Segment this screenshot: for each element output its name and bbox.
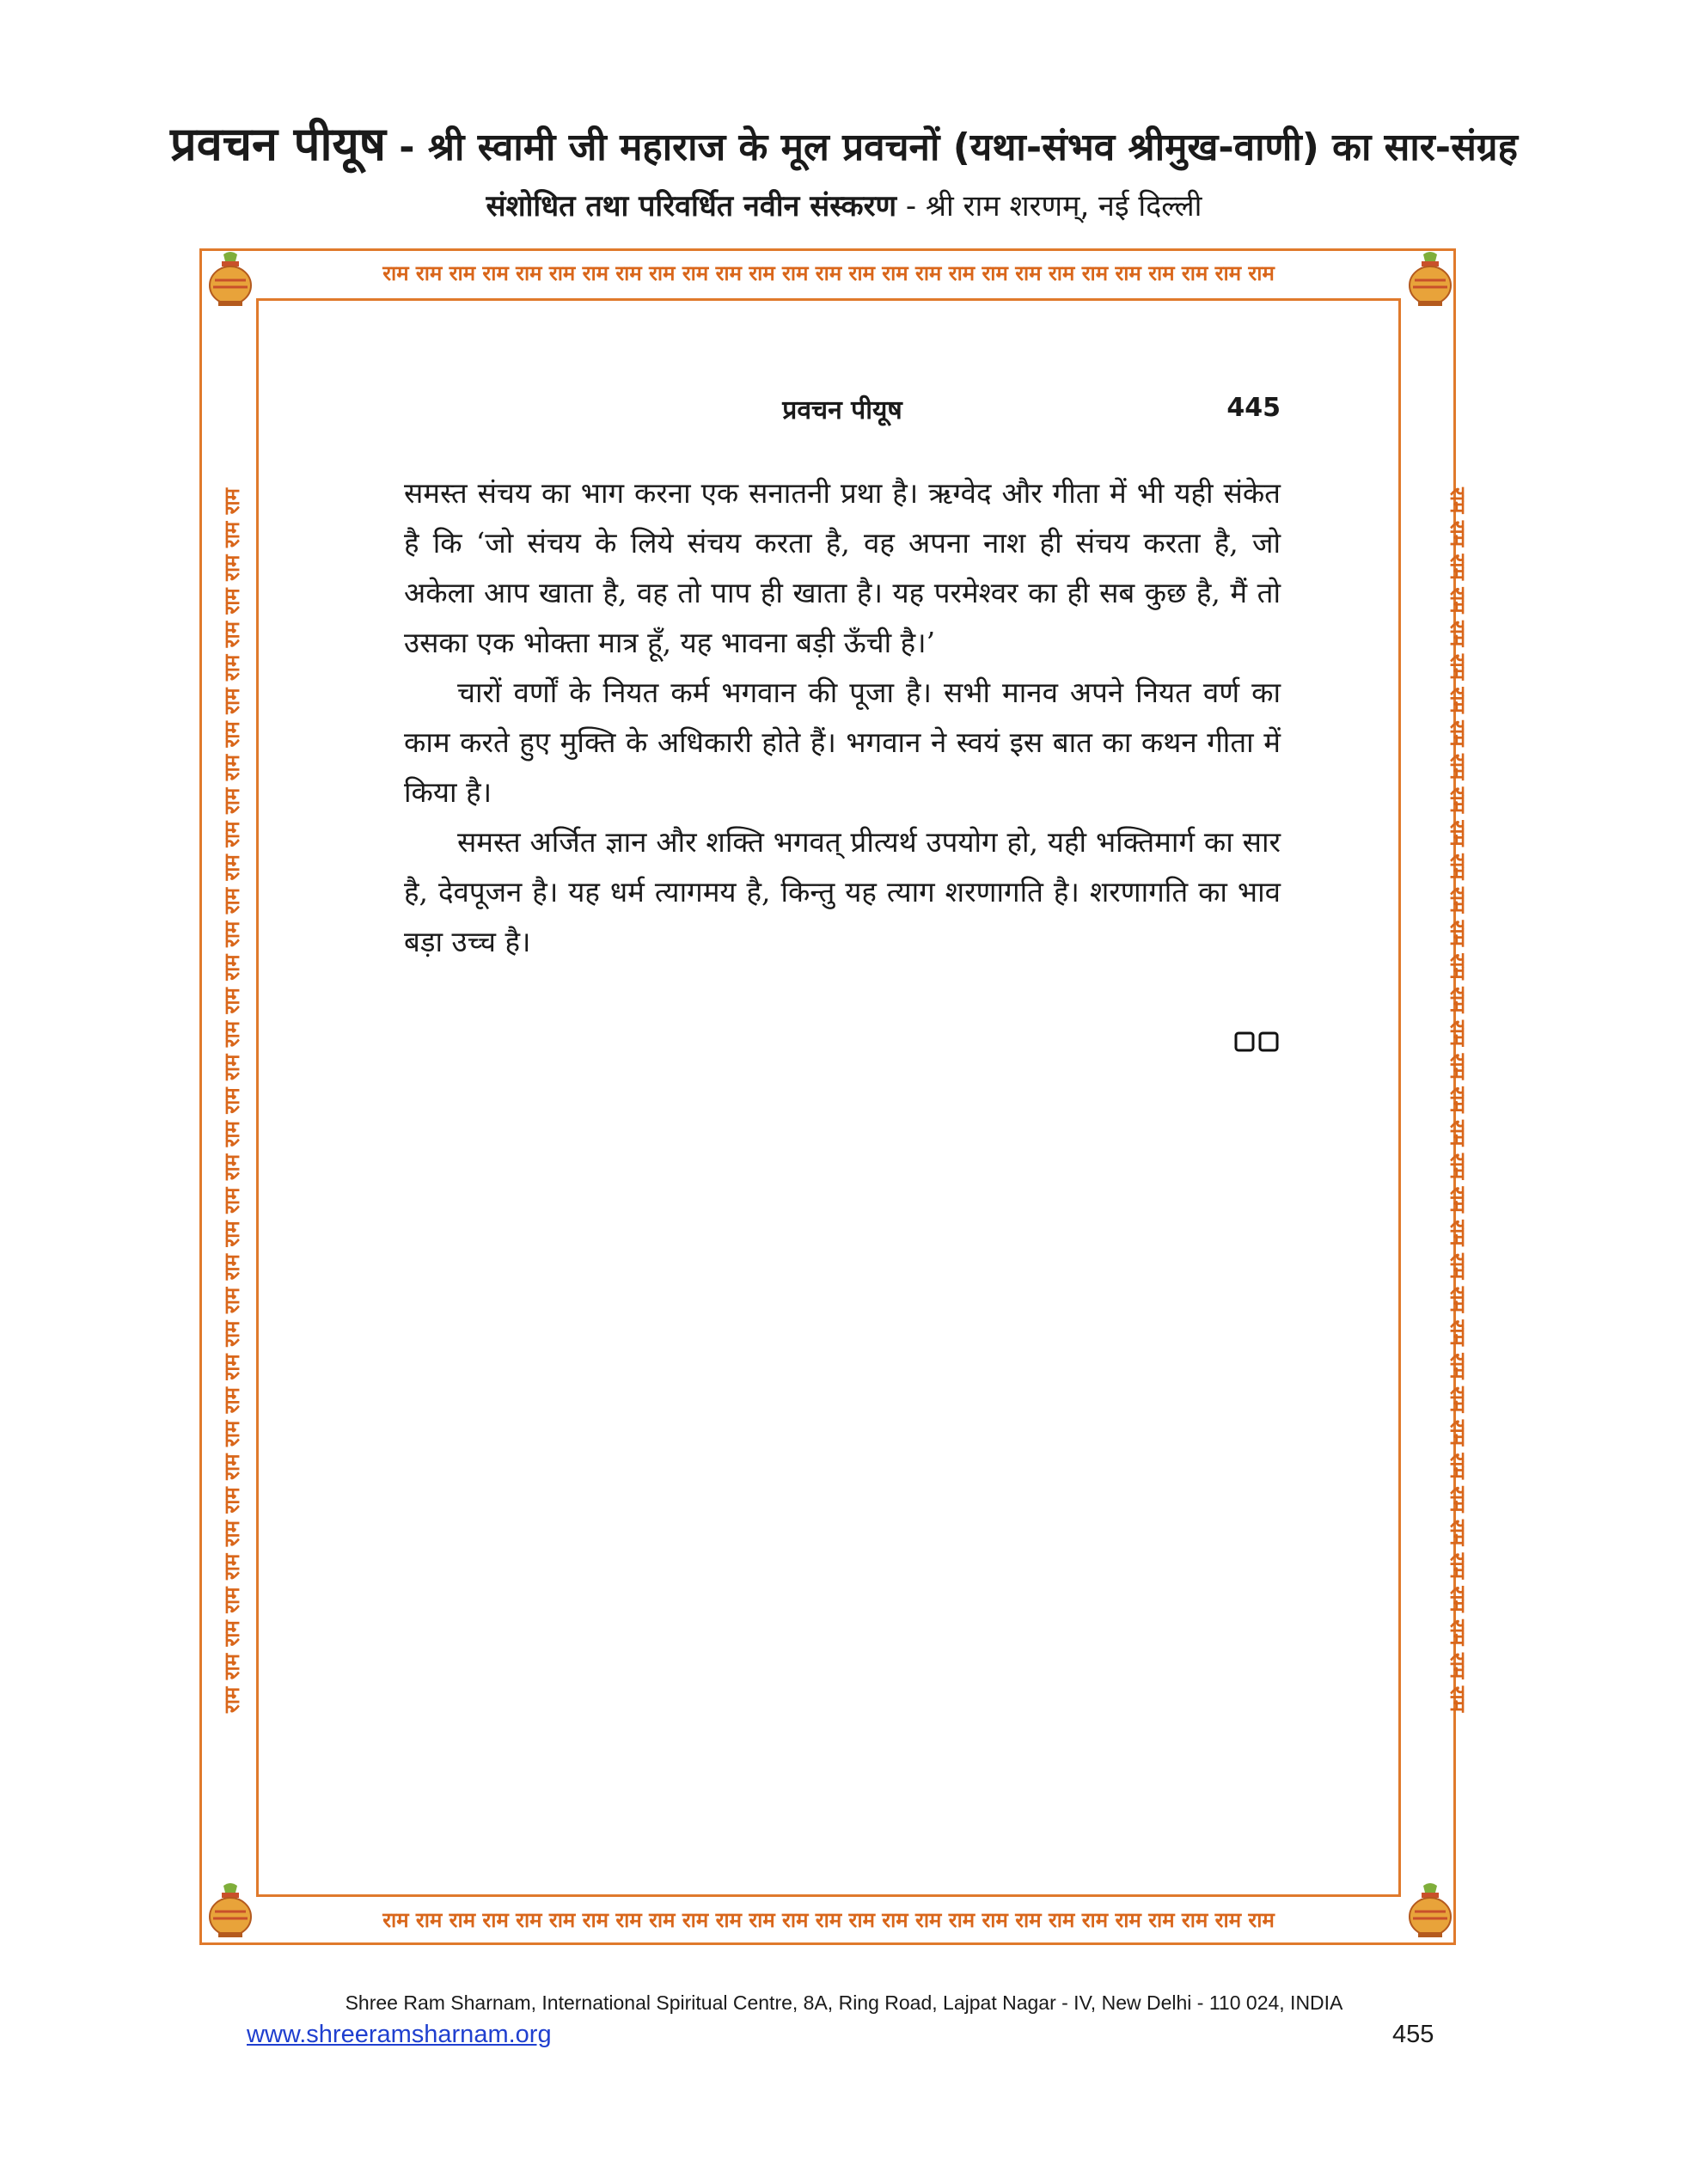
kalash-icon <box>1403 1881 1458 1941</box>
book-body-text <box>404 468 1281 967</box>
kalash-icon <box>203 1881 258 1941</box>
header-title-main: प्रवचन पीयूष <box>169 117 386 171</box>
paragraph: समस्त संचय का भाग करना एक सनातनी प्रथा है। ऋग्वेद और गीता में भी यही संकेत है कि ‘जो संचय के लिये संचय करता है, वह अपना नाश ही संचय करता है, जो अकेला आप खाता है, वह तो पाप ही खाता है। यह परमेश्वर का ही सब कुछ है, मैं तो उसका एक भोक्ता मात्र हूँ, यह भावना बड़ी ऊँची है।’ <box>404 476 1281 659</box>
document-header-title <box>0 110 1688 174</box>
ram-border-left: राम राम राम राम राम राम राम राम राम राम राम राम राम राम राम राम राम राम राम राम राम राम राम राम राम राम राम राम राम राम राम राम राम राम राम राम राम <box>220 487 244 1713</box>
kalash-icon <box>1403 249 1458 309</box>
kalash-icon <box>203 249 258 309</box>
paragraph: समस्त अर्जित ज्ञान और शक्ति भगवत् प्रीत्यर्थ उपयोग हो, यही भक्तिमार्ग का सार है, देवपूजन है। यह धर्म त्यागमय है, किन्तु यह त्याग शरणागति है। शरणागति का भाव बड़ा उच्च है। <box>404 825 1281 958</box>
paragraph: चारों वर्णों के नियत कर्म भगवान की पूजा है। सभी मानव अपने नियत वर्ण का काम करते हुए मुक्ति के अधिकारी होते हैं। भगवान ने स्वयं इस बात का कथन गीता में किया है। <box>404 676 1281 809</box>
book-page-number: 445 <box>1226 393 1281 423</box>
footer-address: Shree Ram Sharnam, International Spiritual Centre, 8A, Ring Road, Lajpat Nagar - IV, New Delhi - 110 024, INDIA <box>345 1991 1343 2014</box>
website-link[interactable]: www.shreeramsharnam.org <box>247 2021 552 2048</box>
ram-border-right: राम राम राम राम राम राम राम राम राम राम राम राम राम राम राम राम राम राम राम राम राम राम राम राम राम राम राम राम राम राम राम राम राम राम राम राम राम <box>1446 487 1470 1713</box>
header-subtitle-rest: - श्री राम शरणम्, नई दिल्ली <box>896 189 1202 223</box>
end-of-section-boxes-icon <box>1234 1031 1281 1052</box>
ram-border-bottom: राम राम राम राम राम राम राम राम राम राम राम राम राम राम राम राम राम राम राम राम राम राम राम राम राम राम राम <box>382 1908 1275 1932</box>
book-running-title: प्रवचन पीयूष <box>782 395 902 425</box>
ram-border-top: राम राम राम राम राम राम राम राम राम राम राम राम राम राम राम राम राम राम राम राम राम राम राम राम राम राम राम <box>382 261 1275 285</box>
document-header-subtitle <box>0 185 1688 224</box>
header-title-rest: - श्री स्वामी जी महाराज के मूल प्रवचनों (यथा-संभव श्रीमुख-वाणी) का सार-संग्रह <box>385 125 1518 169</box>
header-subtitle-bold: संशोधित तथा परिवर्धित नवीन संस्करण <box>486 189 897 223</box>
footer-page-number: 455 <box>1392 2021 1434 2048</box>
